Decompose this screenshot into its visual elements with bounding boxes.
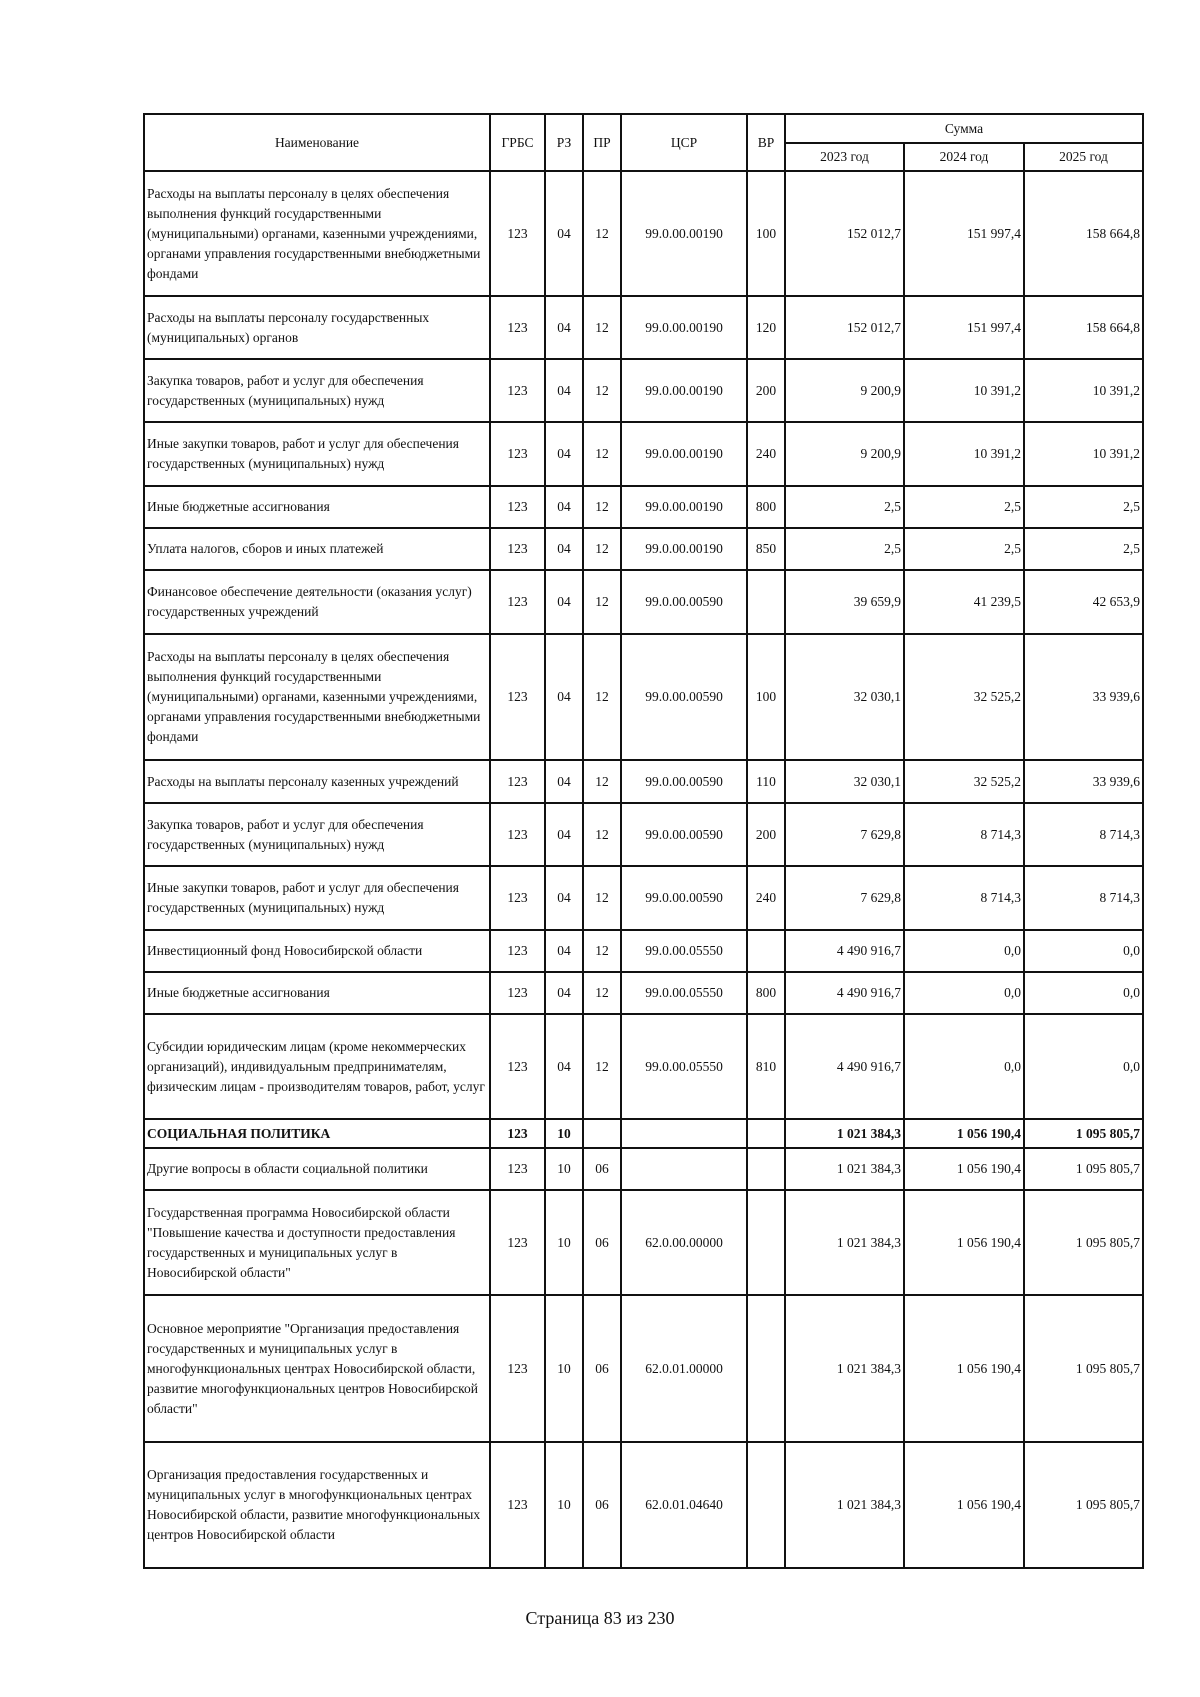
table-row [144, 171, 1143, 296]
row-name-cell: Закупка товаров, работ и услуг для обеспечения государственных (муниципальных) нужд [144, 359, 490, 422]
row-csr-cell: 99.0.00.05550 [621, 972, 747, 1014]
table-row [144, 570, 1143, 634]
row-grbs-cell: 123 [490, 803, 545, 866]
row-sum-2025-cell: 1 095 805,7 [1024, 1119, 1143, 1148]
row-rz-cell: 04 [545, 1014, 583, 1119]
table-row [144, 359, 1143, 422]
table-row [144, 866, 1143, 930]
row-rz-cell: 04 [545, 930, 583, 972]
row-csr-cell: 62.0.01.00000 [621, 1295, 747, 1442]
row-sum-2023-cell: 1 021 384,3 [785, 1295, 904, 1442]
row-rz-cell: 10 [545, 1119, 583, 1148]
row-rz-cell: 04 [545, 422, 583, 486]
row-sum-2025-cell: 10 391,2 [1024, 359, 1143, 422]
row-name-cell: Организация предоставления государственных и муниципальных услуг в многофункциональных центрах Новосибирской области, развитие многофункциональных центров Новосибирской области [144, 1442, 490, 1568]
row-csr-cell: 99.0.00.00590 [621, 803, 747, 866]
table-row [144, 634, 1143, 760]
row-rz-cell: 04 [545, 486, 583, 528]
header-csr: ЦСР [621, 114, 747, 171]
row-pr-cell: 12 [583, 803, 621, 866]
row-sum-2024-cell: 0,0 [904, 972, 1024, 1014]
table-row [144, 930, 1143, 972]
row-pr-cell: 12 [583, 359, 621, 422]
row-grbs-cell: 123 [490, 972, 545, 1014]
row-name-cell: Иные закупки товаров, работ и услуг для обеспечения государственных (муниципальных) нужд [144, 422, 490, 486]
row-csr-cell [621, 1148, 747, 1190]
row-sum-2024-cell: 2,5 [904, 528, 1024, 570]
row-sum-2025-cell: 1 095 805,7 [1024, 1442, 1143, 1568]
row-vr-cell: 810 [747, 1014, 785, 1119]
row-rz-cell: 10 [545, 1148, 583, 1190]
row-vr-cell [747, 570, 785, 634]
row-sum-2025-cell: 10 391,2 [1024, 422, 1143, 486]
row-vr-cell: 800 [747, 972, 785, 1014]
row-sum-2025-cell: 1 095 805,7 [1024, 1148, 1143, 1190]
row-vr-cell: 800 [747, 486, 785, 528]
row-pr-cell: 12 [583, 486, 621, 528]
page-number: Страница 83 из 230 [525, 1608, 675, 1628]
row-rz-cell: 04 [545, 296, 583, 359]
row-sum-2024-cell: 10 391,2 [904, 422, 1024, 486]
row-sum-2024-cell: 1 056 190,4 [904, 1190, 1024, 1295]
row-csr-cell: 99.0.00.00190 [621, 171, 747, 296]
row-grbs-cell: 123 [490, 1442, 545, 1568]
row-name-cell: Закупка товаров, работ и услуг для обеспечения государственных (муниципальных) нужд [144, 803, 490, 866]
row-sum-2025-cell: 8 714,3 [1024, 803, 1143, 866]
row-pr-cell: 06 [583, 1442, 621, 1568]
row-name-cell: Иные бюджетные ассигнования [144, 972, 490, 1014]
row-vr-cell: 200 [747, 803, 785, 866]
row-sum-2023-cell: 2,5 [785, 486, 904, 528]
row-vr-cell [747, 1119, 785, 1148]
row-sum-2024-cell: 10 391,2 [904, 359, 1024, 422]
row-csr-cell: 62.0.00.00000 [621, 1190, 747, 1295]
row-sum-2023-cell: 1 021 384,3 [785, 1148, 904, 1190]
row-sum-2023-cell: 152 012,7 [785, 171, 904, 296]
row-vr-cell: 100 [747, 171, 785, 296]
row-grbs-cell: 123 [490, 1295, 545, 1442]
header-vr: ВР [747, 114, 785, 171]
row-csr-cell: 62.0.01.04640 [621, 1442, 747, 1568]
row-vr-cell [747, 1295, 785, 1442]
row-name-cell: Расходы на выплаты персоналу государственных (муниципальных) органов [144, 296, 490, 359]
table-row [144, 972, 1143, 1014]
row-vr-cell [747, 1442, 785, 1568]
row-pr-cell: 12 [583, 570, 621, 634]
row-sum-2025-cell: 1 095 805,7 [1024, 1190, 1143, 1295]
row-csr-cell: 99.0.00.00590 [621, 866, 747, 930]
row-name-cell: Основное мероприятие "Организация предоставления государственных и муниципальных услуг в многофункциональных центрах Новосибирской области, развитие многофункциональных центров Новосибирской области" [144, 1295, 490, 1442]
row-rz-cell: 10 [545, 1442, 583, 1568]
row-sum-2023-cell: 4 490 916,7 [785, 1014, 904, 1119]
row-name-cell: Инвестиционный фонд Новосибирской области [144, 930, 490, 972]
header-name: Наименование [144, 114, 490, 171]
row-pr-cell: 12 [583, 760, 621, 803]
row-vr-cell: 240 [747, 422, 785, 486]
row-sum-2025-cell: 2,5 [1024, 528, 1143, 570]
table-row [144, 1148, 1143, 1190]
row-name-cell: Иные бюджетные ассигнования [144, 486, 490, 528]
row-sum-2024-cell: 8 714,3 [904, 803, 1024, 866]
row-name-cell: Расходы на выплаты персоналу казенных учреждений [144, 760, 490, 803]
row-sum-2025-cell: 0,0 [1024, 1014, 1143, 1119]
row-pr-cell: 12 [583, 528, 621, 570]
row-pr-cell: 12 [583, 930, 621, 972]
budget-table [143, 113, 1144, 1569]
row-sum-2025-cell: 1 095 805,7 [1024, 1295, 1143, 1442]
row-sum-2024-cell: 41 239,5 [904, 570, 1024, 634]
row-grbs-cell: 123 [490, 486, 545, 528]
row-grbs-cell: 123 [490, 760, 545, 803]
row-pr-cell: 12 [583, 171, 621, 296]
table-row [144, 1442, 1143, 1568]
header-year-2024: 2024 год [904, 143, 1024, 171]
row-grbs-cell: 123 [490, 359, 545, 422]
table-row [144, 803, 1143, 866]
row-csr-cell: 99.0.00.05550 [621, 1014, 747, 1119]
row-rz-cell: 04 [545, 359, 583, 422]
row-vr-cell: 120 [747, 296, 785, 359]
row-sum-2023-cell: 7 629,8 [785, 866, 904, 930]
row-grbs-cell: 123 [490, 866, 545, 930]
row-sum-2025-cell: 2,5 [1024, 486, 1143, 528]
table-row [144, 528, 1143, 570]
row-rz-cell: 04 [545, 634, 583, 760]
row-sum-2025-cell: 33 939,6 [1024, 634, 1143, 760]
row-sum-2025-cell: 33 939,6 [1024, 760, 1143, 803]
row-name-cell: Государственная программа Новосибирской области "Повышение качества и доступности предоставления государственных и муниципальных услуг в Новосибирской области" [144, 1190, 490, 1295]
row-sum-2024-cell: 151 997,4 [904, 171, 1024, 296]
row-rz-cell: 04 [545, 528, 583, 570]
table-row [144, 296, 1143, 359]
table-row [144, 1190, 1143, 1295]
row-csr-cell: 99.0.00.00590 [621, 634, 747, 760]
row-sum-2023-cell: 9 200,9 [785, 422, 904, 486]
row-csr-cell [621, 1119, 747, 1148]
table-row [144, 486, 1143, 528]
table-row [144, 760, 1143, 803]
row-csr-cell: 99.0.00.00190 [621, 486, 747, 528]
row-sum-2025-cell: 0,0 [1024, 972, 1143, 1014]
row-sum-2023-cell: 7 629,8 [785, 803, 904, 866]
row-sum-2024-cell: 2,5 [904, 486, 1024, 528]
row-sum-2024-cell: 1 056 190,4 [904, 1119, 1024, 1148]
row-name-cell: СОЦИАЛЬНАЯ ПОЛИТИКА [144, 1119, 490, 1148]
row-name-cell: Иные закупки товаров, работ и услуг для обеспечения государственных (муниципальных) нужд [144, 866, 490, 930]
row-pr-cell: 12 [583, 972, 621, 1014]
row-vr-cell [747, 930, 785, 972]
row-csr-cell: 99.0.00.00190 [621, 359, 747, 422]
row-pr-cell: 12 [583, 296, 621, 359]
row-grbs-cell: 123 [490, 930, 545, 972]
row-grbs-cell: 123 [490, 528, 545, 570]
row-sum-2023-cell: 9 200,9 [785, 359, 904, 422]
header-grbs: ГРБС [490, 114, 545, 171]
row-vr-cell: 100 [747, 634, 785, 760]
row-sum-2024-cell: 32 525,2 [904, 634, 1024, 760]
row-name-cell: Другие вопросы в области социальной политики [144, 1148, 490, 1190]
row-name-cell: Финансовое обеспечение деятельности (оказания услуг) государственных учреждений [144, 570, 490, 634]
row-vr-cell: 110 [747, 760, 785, 803]
row-sum-2024-cell: 1 056 190,4 [904, 1442, 1024, 1568]
table-row [144, 1119, 1143, 1148]
row-sum-2023-cell: 4 490 916,7 [785, 972, 904, 1014]
table-row [144, 1295, 1143, 1442]
row-sum-2024-cell: 1 056 190,4 [904, 1148, 1024, 1190]
row-sum-2025-cell: 42 653,9 [1024, 570, 1143, 634]
header-rz: РЗ [545, 114, 583, 171]
row-csr-cell: 99.0.00.00590 [621, 760, 747, 803]
row-grbs-cell: 123 [490, 171, 545, 296]
row-vr-cell: 240 [747, 866, 785, 930]
row-pr-cell: 06 [583, 1190, 621, 1295]
row-grbs-cell: 123 [490, 422, 545, 486]
row-rz-cell: 04 [545, 972, 583, 1014]
row-grbs-cell: 123 [490, 296, 545, 359]
row-name-cell: Субсидии юридическим лицам (кроме некоммерческих организаций), индивидуальным предпринимателям, физическим лицам - производителям товаров, работ, услуг [144, 1014, 490, 1119]
row-vr-cell: 200 [747, 359, 785, 422]
header-sum: Сумма [785, 114, 1143, 143]
row-rz-cell: 04 [545, 866, 583, 930]
row-sum-2024-cell: 0,0 [904, 930, 1024, 972]
row-vr-cell [747, 1190, 785, 1295]
row-name-cell: Расходы на выплаты персоналу в целях обеспечения выполнения функций государственными (муниципальными) органами, казенными учреждениями, органами управления государственными внебюджетными фондами [144, 634, 490, 760]
row-sum-2023-cell: 1 021 384,3 [785, 1119, 904, 1148]
row-sum-2024-cell: 32 525,2 [904, 760, 1024, 803]
row-sum-2023-cell: 4 490 916,7 [785, 930, 904, 972]
row-pr-cell: 06 [583, 1295, 621, 1442]
row-name-cell: Расходы на выплаты персоналу в целях обеспечения выполнения функций государственными (муниципальными) органами, казенными учреждениями, органами управления государственными внебюджетными фондами [144, 171, 490, 296]
row-pr-cell: 12 [583, 1014, 621, 1119]
row-grbs-cell: 123 [490, 570, 545, 634]
row-sum-2023-cell: 32 030,1 [785, 760, 904, 803]
row-csr-cell: 99.0.00.00590 [621, 570, 747, 634]
row-sum-2024-cell: 8 714,3 [904, 866, 1024, 930]
row-grbs-cell: 123 [490, 1148, 545, 1190]
row-csr-cell: 99.0.00.00190 [621, 296, 747, 359]
row-rz-cell: 04 [545, 171, 583, 296]
row-sum-2024-cell: 151 997,4 [904, 296, 1024, 359]
row-grbs-cell: 123 [490, 634, 545, 760]
row-sum-2025-cell: 158 664,8 [1024, 171, 1143, 296]
row-pr-cell [583, 1119, 621, 1148]
row-sum-2023-cell: 1 021 384,3 [785, 1190, 904, 1295]
row-sum-2024-cell: 1 056 190,4 [904, 1295, 1024, 1442]
header-pr: ПР [583, 114, 621, 171]
row-rz-cell: 10 [545, 1190, 583, 1295]
row-sum-2025-cell: 8 714,3 [1024, 866, 1143, 930]
header-year-2025: 2025 год [1024, 143, 1143, 171]
row-sum-2025-cell: 0,0 [1024, 930, 1143, 972]
row-vr-cell: 850 [747, 528, 785, 570]
row-sum-2023-cell: 32 030,1 [785, 634, 904, 760]
row-grbs-cell: 123 [490, 1119, 545, 1148]
row-sum-2023-cell: 1 021 384,3 [785, 1442, 904, 1568]
table-row [144, 1014, 1143, 1119]
table-body [144, 171, 1143, 1568]
row-grbs-cell: 123 [490, 1190, 545, 1295]
row-rz-cell: 04 [545, 803, 583, 866]
row-rz-cell: 10 [545, 1295, 583, 1442]
row-name-cell: Уплата налогов, сборов и иных платежей [144, 528, 490, 570]
row-csr-cell: 99.0.00.00190 [621, 422, 747, 486]
row-sum-2023-cell: 2,5 [785, 528, 904, 570]
row-rz-cell: 04 [545, 570, 583, 634]
header-year-2023: 2023 год [785, 143, 904, 171]
row-pr-cell: 12 [583, 422, 621, 486]
row-sum-2025-cell: 158 664,8 [1024, 296, 1143, 359]
row-sum-2024-cell: 0,0 [904, 1014, 1024, 1119]
row-rz-cell: 04 [545, 760, 583, 803]
row-csr-cell: 99.0.00.00190 [621, 528, 747, 570]
row-pr-cell: 12 [583, 634, 621, 760]
row-csr-cell: 99.0.00.05550 [621, 930, 747, 972]
row-vr-cell [747, 1148, 785, 1190]
row-sum-2023-cell: 152 012,7 [785, 296, 904, 359]
row-sum-2023-cell: 39 659,9 [785, 570, 904, 634]
row-grbs-cell: 123 [490, 1014, 545, 1119]
row-pr-cell: 12 [583, 866, 621, 930]
table-row [144, 422, 1143, 486]
row-pr-cell: 06 [583, 1148, 621, 1190]
